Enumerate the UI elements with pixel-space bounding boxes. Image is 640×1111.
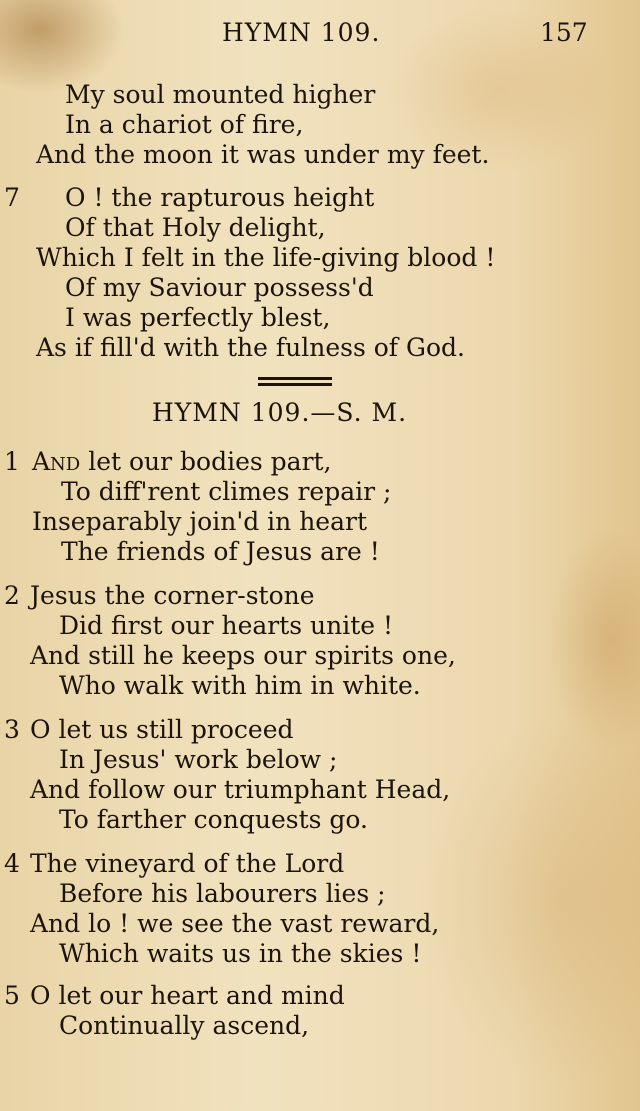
verse-line: I was perfectly blest,: [65, 303, 331, 332]
verse-number: 5: [4, 981, 20, 1010]
verse-line: The friends of Jesus are !: [61, 537, 380, 566]
verse-first-word: And: [32, 447, 81, 476]
verse-first-line: O let us still proceed: [30, 715, 294, 744]
verse-line: In a chariot of fire,: [65, 110, 304, 139]
verse-line: As if fill'd with the fulness of God.: [36, 333, 465, 362]
verse-line: And the moon it was under my feet.: [36, 140, 490, 169]
verse-number: 7: [4, 183, 20, 212]
verse-first-line: [32, 447, 332, 477]
verse-line: And lo ! we see the vast reward,: [30, 909, 440, 938]
verse-line: Who walk with him in white.: [59, 671, 421, 700]
page-number: 157: [540, 18, 588, 47]
verse-line: O ! the rapturous height: [65, 183, 375, 212]
verse-line: To diff'rent climes repair ;: [61, 477, 392, 506]
verse-line: Which waits us in the skies !: [59, 939, 422, 968]
verse-number: 4: [4, 849, 20, 878]
verse-line: In Jesus' work below ;: [59, 745, 338, 774]
verse-line: Of my Saviour possess'd: [65, 273, 374, 302]
verse-line: Of that Holy delight,: [65, 213, 326, 242]
verse-number: 3: [4, 715, 20, 744]
verse-line: And follow our triumphant Head,: [30, 775, 451, 804]
verse-line: Continually ascend,: [59, 1011, 310, 1040]
verse-number: 1: [4, 447, 20, 476]
verse-line: Did first our hearts unite !: [59, 611, 394, 640]
verse-line: And still he keeps our spirits one,: [30, 641, 456, 670]
verse-first-line: O let our heart and mind: [30, 981, 345, 1010]
running-header: HYMN 109.: [222, 18, 381, 47]
verse-line: To farther conquests go.: [59, 805, 368, 834]
section-rule: [258, 377, 332, 380]
verse-line: My soul mounted higher: [65, 80, 376, 109]
hymn-title: HYMN 109.—S. M.: [152, 398, 408, 427]
section-rule: [258, 383, 332, 386]
verse-line: Before his labourers lies ;: [59, 879, 386, 908]
verse-line: Inseparably join'd in heart: [32, 507, 367, 536]
verse-first-line: The vineyard of the Lord: [30, 849, 345, 878]
verse-first-line: Jesus the corner-stone: [30, 581, 315, 610]
verse-number: 2: [4, 581, 20, 610]
verse-line: Which I felt in the life-giving blood !: [36, 243, 496, 272]
verse-first-rest: let our bodies part,: [80, 447, 332, 476]
